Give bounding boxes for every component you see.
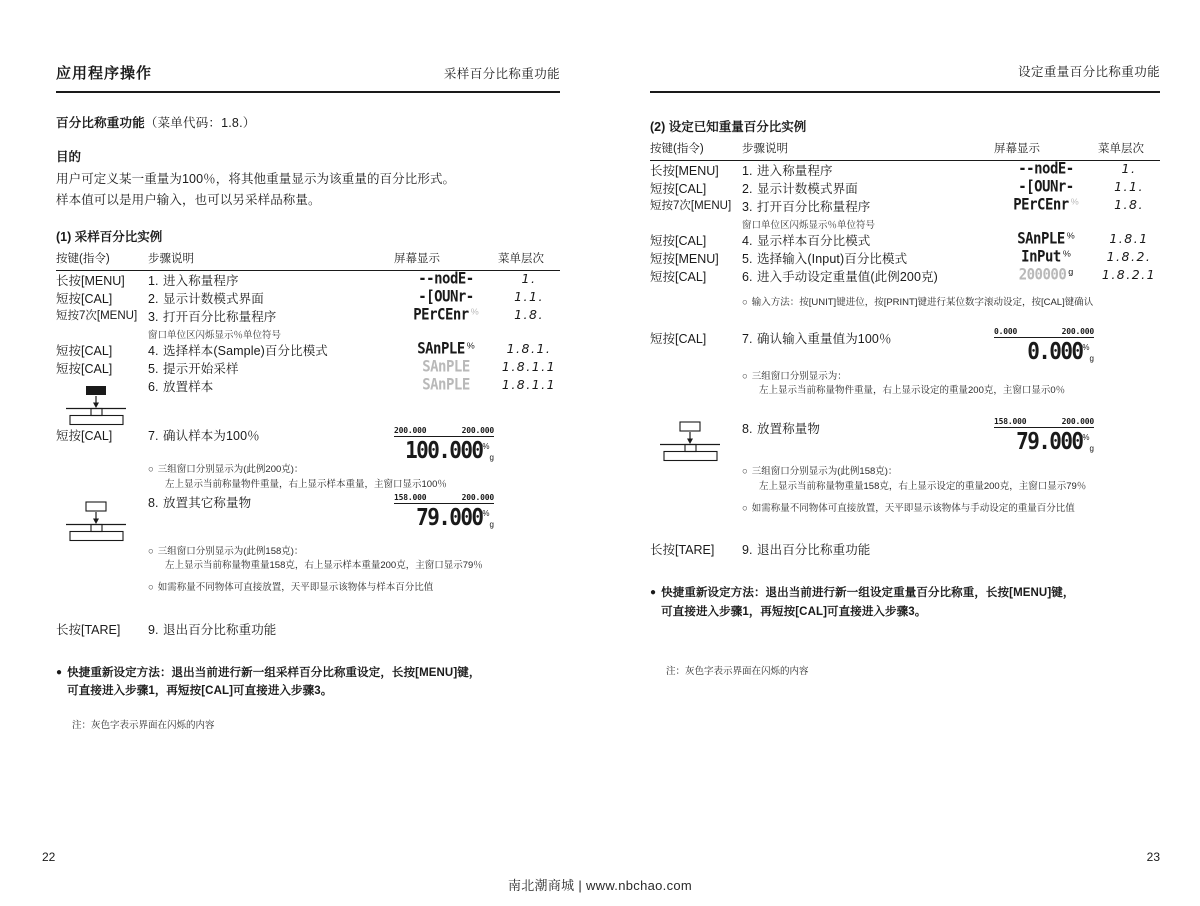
step-description: 退出百分比称重功能	[163, 622, 277, 637]
tip-line-2: 可直接进入步骤1，再短按[CAL]可直接进入步骤3。	[67, 685, 333, 698]
step-display-cell	[394, 493, 498, 542]
step-display-cell	[994, 231, 1098, 249]
circle-bullet-icon: ○	[742, 297, 748, 308]
step-number: 5.	[742, 252, 753, 266]
table-row	[650, 179, 1160, 197]
menu-level: 1.	[521, 271, 537, 287]
menu-level: 1.1.	[1114, 179, 1144, 194]
step-key: 短按[CAL]	[650, 234, 707, 248]
left-tip-block	[56, 664, 560, 701]
step-description: 放置样本	[163, 380, 214, 395]
note-line	[148, 581, 560, 596]
step-key: 短按[CAL]	[650, 270, 707, 284]
step-description: 退出百分比称重功能	[757, 543, 871, 558]
display-unit-gram: g	[1089, 443, 1094, 454]
right-page-number: 23	[1146, 850, 1160, 864]
table-row	[650, 161, 1160, 180]
step-number: 7.	[742, 331, 753, 346]
step-key-icon-cell	[650, 399, 742, 462]
table-row	[56, 289, 560, 307]
note-text: 输入方法：按[UNIT]键进位，按[PRINT]键进行某位数字滚动设定，按[CAL]键确认	[751, 297, 1094, 308]
header-level: 菜单层次	[1098, 137, 1160, 161]
circle-bullet-icon: ○	[742, 370, 748, 382]
step-desc-cell	[742, 249, 994, 267]
table-row	[650, 249, 1160, 267]
step-desc-cell	[148, 493, 394, 542]
right-procedure-table	[650, 137, 1160, 558]
note-indent-text: 左上显示当前称量物件重量，右上显示样本重量，主窗口显示100％	[165, 479, 447, 491]
circle-bullet-icon: ○	[148, 582, 154, 594]
three-window-display	[994, 326, 1094, 365]
lcd-display: -[OUNr-	[1018, 177, 1074, 197]
right-table-body	[650, 161, 1160, 559]
step-key-icon-cell	[56, 377, 148, 426]
step-description: 放置称量物	[757, 422, 821, 437]
step-description: 确认样本为100％	[163, 429, 260, 444]
display-main-row	[394, 438, 494, 463]
left-procedure-table	[56, 247, 560, 638]
display-top-right: 200.000	[461, 492, 494, 502]
step-display-cell	[994, 249, 1098, 267]
step-display-cell	[994, 161, 1098, 180]
step-display-cell	[394, 341, 498, 359]
lcd-display: SAnPLE	[1017, 229, 1065, 249]
menu-level: 1.8.1	[1109, 231, 1149, 246]
display-top-right: 200.000	[1061, 326, 1094, 336]
step-desc-cell	[742, 267, 994, 285]
intro-block	[56, 113, 560, 210]
note-row	[56, 460, 560, 492]
step-key: 短按[CAL]	[56, 362, 113, 377]
step-number: 2.	[742, 182, 753, 196]
step-key: 短按[MENU]	[650, 252, 719, 266]
left-running-head	[56, 62, 560, 93]
step-number: 3.	[148, 310, 159, 325]
step-desc-cell	[742, 197, 994, 231]
note-text: 三组窗口分别显示为(此例158克)：	[751, 466, 898, 478]
table-row	[56, 271, 560, 290]
lcd-display-blinking: SAnPLE	[422, 376, 470, 395]
note-text: 三组窗口分别显示为：	[751, 370, 847, 382]
note-line	[742, 370, 1160, 385]
lcd-display-blinking: 200000	[1018, 265, 1067, 285]
function-menu-code: （菜单代码：1.8.）	[144, 116, 256, 130]
header-desc: 步骤说明	[148, 247, 394, 271]
step-key: 短按7次[MENU]	[650, 200, 732, 212]
step-desc-cell	[742, 399, 994, 462]
left-table-header-row	[56, 247, 560, 271]
step-description: 显示计数模式界面	[163, 292, 264, 307]
note-row	[650, 462, 1160, 516]
step-display-cell	[994, 267, 1098, 285]
step-desc-cell	[148, 341, 394, 359]
step-number: 8.	[742, 422, 753, 437]
lcd-unit-percent: %	[1070, 197, 1079, 207]
step-description: 显示计数模式界面	[757, 182, 858, 196]
purpose-line-2: 样本值可以是用户输入，也可以另采样品称量。	[56, 192, 321, 207]
table-row	[56, 341, 560, 359]
header-level: 菜单层次	[498, 247, 560, 271]
step-description: 显示样本百分比模式	[757, 234, 871, 248]
step-key: 短按[CAL]	[650, 331, 707, 346]
note-row	[650, 361, 1160, 399]
function-heading	[56, 113, 560, 131]
menu-level: 1.	[1121, 161, 1137, 176]
lcd-display: -[OUNr-	[418, 288, 474, 307]
three-window-display	[394, 492, 494, 531]
step-key: 长按[MENU]	[650, 164, 719, 178]
circle-bullet-icon: ○	[742, 502, 748, 514]
display-top-right: 200.000	[461, 426, 494, 436]
display-main-value: 0.000	[1027, 337, 1083, 365]
step-desc-cell	[148, 359, 394, 377]
display-unit-percent: %	[482, 442, 490, 452]
step-number: 9.	[742, 543, 753, 558]
step-number: 6.	[148, 380, 159, 395]
table-row	[650, 399, 1160, 462]
left-runhead-subtitle: 采样百分比称重功能	[443, 67, 560, 81]
step-description: 提示开始采样	[163, 362, 239, 377]
left-footnote: 注：灰色字表示界面在闪烁的内容	[72, 719, 215, 731]
step-description: 选择样本(Sample)百分比模式	[163, 344, 328, 359]
step-display-cell	[994, 197, 1098, 231]
step-subnote: 窗口单位区闪烁显示％单位符号	[742, 220, 876, 231]
step-number: 4.	[742, 234, 753, 248]
menu-level: 1.8.1.	[506, 341, 552, 357]
right-section-title: (2) 设定已知重量百分比实例	[650, 120, 807, 134]
table-row	[56, 307, 560, 341]
step-number: 5.	[148, 362, 159, 377]
step-description: 确认输入重量值为100％	[757, 331, 892, 346]
step-description: 进入称量程序	[757, 164, 833, 178]
step-key: 长按[MENU]	[56, 274, 125, 289]
tip-line-2: 可直接进入步骤1，再短按[CAL]可直接进入步骤3。	[661, 605, 927, 618]
step-display-cell	[394, 289, 498, 307]
lcd-unit-percent: %	[466, 341, 475, 351]
step-key: 短按[CAL]	[56, 429, 113, 444]
table-row	[56, 596, 560, 638]
display-main-value: 79.000	[416, 503, 483, 531]
site-watermark: 南北潮商城 | www.nbchao.com	[507, 878, 693, 893]
step-number: 9.	[148, 622, 159, 637]
display-main-row	[994, 339, 1094, 364]
display-main-row	[394, 505, 494, 530]
step-desc-cell	[148, 289, 394, 307]
step-display-cell	[994, 399, 1098, 462]
menu-level	[1098, 311, 1160, 361]
tip-line-1: 快捷重新设定方法：退出当前进行新一组采样百分比称重设定，长按[MENU]键，	[67, 666, 481, 679]
right-runhead-subtitle: 设定重量百分比称重功能	[1018, 65, 1160, 79]
note-text: 三组窗口分别显示为(此例158克)：	[157, 545, 304, 557]
table-row	[56, 426, 560, 460]
step-key: 短按7次[MENU]	[56, 310, 138, 323]
display-unit-percent: %	[1082, 342, 1090, 352]
table-row	[650, 516, 1160, 558]
step-description: 进入称量程序	[163, 274, 239, 289]
step-number: 3.	[742, 200, 753, 214]
note-cell	[742, 462, 1160, 516]
left-section-title: (1) 采样百分比实例	[56, 230, 163, 245]
table-row	[650, 197, 1160, 231]
lcd-unit-percent: %	[470, 307, 479, 317]
scale-load-outline-icon	[62, 500, 134, 542]
left-runhead-title: 应用程序操作	[56, 65, 153, 82]
display-top-left: 0.000	[994, 326, 1018, 336]
step-desc-cell	[742, 231, 994, 249]
note-line	[742, 296, 1160, 311]
display-unit-gram: g	[489, 453, 494, 463]
right-page	[600, 0, 1200, 906]
note-indent-text: 左上显示当前称量物件重量，右上显示设定的重量200克，主窗口显示0％	[759, 385, 1066, 397]
step-subnote: 窗口单位区闪烁显示％单位符号	[148, 330, 282, 342]
table-row	[650, 267, 1160, 285]
note-line	[742, 502, 1160, 517]
scale-load-filled-icon	[62, 384, 134, 426]
step-display-cell	[994, 179, 1098, 197]
step-desc-cell	[148, 271, 394, 290]
display-top-row	[394, 493, 494, 504]
step-display-cell	[394, 359, 498, 377]
step-description: 进入手动设定重量值(此例200克)	[757, 270, 938, 284]
step-desc-cell	[742, 179, 994, 197]
menu-level: 1.8.1.1	[501, 359, 557, 375]
header-desc: 步骤说明	[742, 137, 994, 161]
lcd-display: --nodE-	[1018, 159, 1074, 179]
step-display-cell	[994, 311, 1098, 365]
display-unit-percent: %	[1082, 433, 1090, 443]
right-tip-block	[650, 584, 1160, 621]
three-window-display	[394, 426, 494, 465]
note-text: 如需称量不同物体可直接放置，天平即显示该物体与手动设定的重量百分比值	[751, 502, 1075, 514]
circle-bullet-icon: ○	[148, 545, 154, 557]
step-key: 短按[CAL]	[650, 182, 707, 196]
note-line	[148, 545, 560, 560]
display-top-left: 200.000	[394, 426, 427, 436]
filled-bullet-icon: ●	[650, 587, 657, 599]
table-row	[56, 493, 560, 542]
step-description: 打开百分比称量程序	[757, 200, 871, 214]
note-row	[650, 285, 1160, 311]
note-cell	[148, 542, 560, 596]
step-number: 1.	[742, 164, 753, 178]
note-line	[148, 463, 560, 478]
step-desc-cell	[148, 377, 394, 426]
display-main-value: 79.000	[1016, 428, 1083, 455]
display-top-row	[994, 417, 1094, 428]
menu-level: 1.8.	[1114, 197, 1144, 212]
header-key: 按键(指令)	[650, 137, 742, 161]
menu-level	[498, 493, 560, 542]
step-key-icon-cell	[56, 493, 148, 542]
table-row	[650, 311, 1160, 361]
step-description: 选择输入(Input)百分比模式	[757, 252, 908, 266]
header-display: 屏幕显示	[994, 137, 1098, 161]
lcd-display: PErCEnr	[1013, 195, 1069, 215]
tip-line-1: 快捷重新设定方法：退出当前进行新一组设定重量百分比称重，长按[MENU]键，	[661, 587, 1075, 600]
three-window-display	[994, 417, 1094, 455]
step-display-cell	[394, 426, 498, 465]
lcd-unit-percent: %	[1062, 249, 1071, 259]
note-text: 如需称量不同物体可直接放置，天平即显示该物体与样本百分比值	[157, 582, 434, 594]
step-number: 7.	[148, 429, 159, 444]
display-main-row	[994, 429, 1094, 454]
step-number: 1.	[148, 274, 159, 289]
menu-level: 1.1.	[514, 289, 544, 305]
note-cell	[148, 460, 560, 492]
right-running-head	[650, 62, 1160, 93]
table-row	[56, 377, 560, 426]
step-desc-cell	[742, 161, 994, 180]
header-key: 按键(指令)	[56, 247, 148, 271]
menu-level: 1.8.2.	[1106, 249, 1152, 264]
note-cell	[742, 285, 1160, 311]
table-row	[650, 231, 1160, 249]
note-line	[742, 465, 1160, 480]
lcd-unit-gram: g	[1068, 267, 1074, 277]
step-key: 短按[CAL]	[56, 292, 113, 307]
purpose-label: 目的	[56, 150, 82, 164]
step-key: 短按[CAL]	[56, 344, 113, 359]
step-number: 6.	[742, 270, 753, 284]
step-description: 放置其它称量物	[163, 495, 252, 510]
header-display: 屏幕显示	[394, 247, 498, 271]
display-unit-gram: g	[489, 519, 494, 529]
menu-level: 1.8.2.1	[1101, 267, 1157, 282]
display-main-value: 100.000	[405, 437, 483, 465]
step-desc-cell	[742, 311, 994, 361]
lcd-display: InPut	[1021, 247, 1061, 267]
purpose-line-1: 用户可定义某一重量为100％，将其他重量显示为该重量的百分比形式。	[56, 172, 456, 186]
menu-level: 1.8.1.1	[501, 377, 557, 393]
display-unit-percent: %	[482, 508, 490, 518]
step-number: 8.	[148, 495, 159, 510]
display-top-left: 158.000	[394, 492, 427, 502]
lcd-unit-percent: %	[1066, 231, 1075, 241]
menu-level	[1098, 399, 1160, 462]
step-desc-cell	[148, 426, 394, 460]
display-top-row	[394, 426, 494, 437]
circle-bullet-icon: ○	[148, 464, 154, 476]
note-indent-text: 左上显示当前称量物重量158克，右上显示设定的重量200克，主窗口显示79％	[759, 480, 1087, 492]
note-row	[56, 542, 560, 596]
lcd-display-blinking: SAnPLE	[422, 358, 470, 377]
display-unit-gram: g	[1089, 353, 1094, 363]
right-table-header-row	[650, 137, 1160, 161]
note-text: 三组窗口分别显示为(此例200克)：	[157, 464, 304, 476]
step-display-cell	[394, 377, 498, 426]
display-top-right: 200.000	[1061, 417, 1094, 427]
scale-load-outline-icon	[656, 420, 728, 462]
lcd-display: SAnPLE	[417, 340, 465, 359]
right-footnote: 注：灰色字表示界面在闪烁的内容	[666, 666, 809, 678]
step-description: 打开百分比称量程序	[163, 310, 277, 325]
step-desc-cell	[148, 596, 394, 638]
step-display-cell	[394, 307, 498, 341]
step-key: 长按[TARE]	[56, 622, 121, 637]
display-top-left: 158.000	[994, 417, 1027, 427]
filled-bullet-icon: ●	[56, 666, 63, 678]
step-desc-cell	[742, 516, 994, 558]
tip-text	[67, 664, 480, 701]
left-page-number: 22	[42, 850, 56, 864]
step-desc-cell	[148, 307, 394, 341]
lcd-display: --nodE-	[418, 270, 474, 289]
lcd-display: PErCEnr	[413, 306, 469, 325]
step-number: 2.	[148, 292, 159, 307]
table-row	[56, 359, 560, 377]
step-number: 4.	[148, 344, 159, 359]
step-display-cell	[394, 271, 498, 290]
display-top-row	[994, 327, 1094, 338]
note-cell	[742, 361, 1160, 399]
step-key: 长按[TARE]	[650, 543, 715, 558]
circle-bullet-icon: ○	[742, 466, 748, 478]
left-table-body	[56, 271, 560, 638]
menu-level	[498, 426, 560, 460]
function-heading-main: 百分比称重功能	[56, 116, 145, 130]
tip-text	[661, 584, 1074, 621]
menu-level: 1.8.	[514, 307, 544, 323]
note-indent-text: 左上显示当前称量物重量158克，右上显示样本重量200克，主窗口显示79％	[165, 560, 483, 572]
